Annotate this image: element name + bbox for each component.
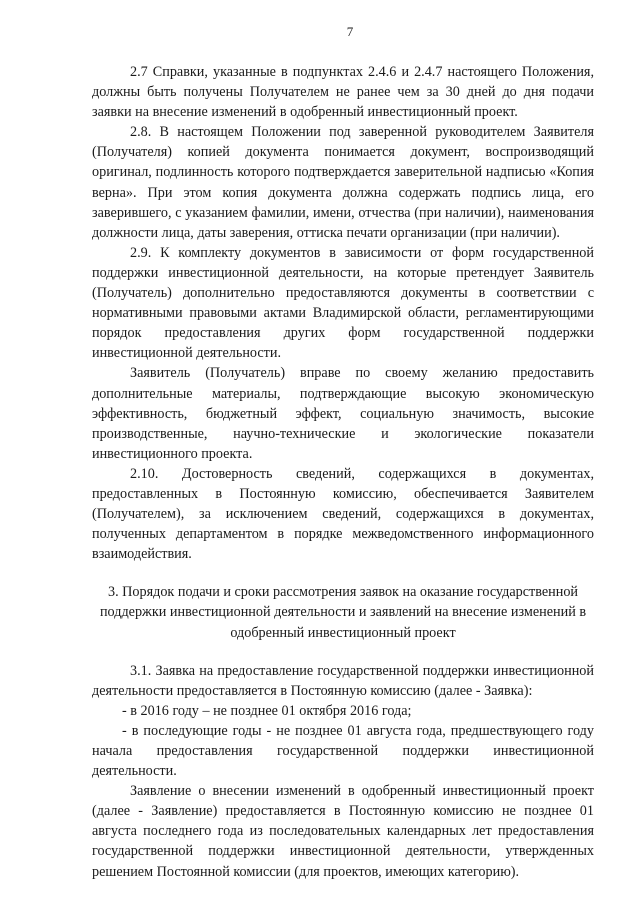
paragraph-applicant-materials: Заявитель (Получатель) вправе по своему желанию предоставить дополнительные материалы, подтверждающие высокую экономическую эффективность, бюджетный эффект, социальную значимость, высокие производственные, научно-технические и экологические показатели инвестиционного проекта. xyxy=(92,365,594,462)
paragraph-2-10: 2.10. Достоверность сведений, содержащихся в документах, предоставленных в Постоянную комиссию, обеспечивается Заявителем (Получателем), за исключением сведений, содержащихся в документах, полученных департаментом в порядке межведомственного информационного взаимодействия. xyxy=(92,465,594,563)
list-item-2016: - в 2016 году – не позднее 01 октября 2016 года; xyxy=(122,702,412,719)
paragraph-2-7: 2.7 Справки, указанные в подпунктах 2.4.6 и 2.4.7 настоящего Положения, должны быть получены Получателем не ранее чем за 30 дней до дня подачи заявки на внесение изменений в одобренный инвестиционный проект. xyxy=(92,64,594,121)
paragraph-2-8: 2.8. В настоящем Положении под заверенной руководителем Заявителя (Получателя) копией документа понимается документ, воспроизводящий оригинал, подлинность которого подтверждается заверительной надписью «Копия верна». При этом копия документа должна содержать подпись лица, его заверившего, с указанием фамилии, имени, отчества (при наличии), наименования должности лица, даты заверения, оттиска печати организации (при наличии). xyxy=(92,124,594,241)
paragraph-3-1: 3.1. Заявка на предоставление государственной поддержки инвестиционной деятельности предоставляется в Постоянную комиссию (далее - Заявка): xyxy=(92,662,594,699)
section-3-title: 3. Порядок подачи и сроки рассмотрения заявок на оказание государственной поддержки инвестиционной деятельности и заявлений на внесение изменений в одобренный инвестиционный проект xyxy=(99,584,587,641)
paragraph-2-9: 2.9. К комплекту документов в зависимости от форм государственной поддержки инвестиционной деятельности, на которые претендует Заявитель (Получатель) дополнительно предоставляются документы в соответствии с нормативными правовыми актами Владимирской области, регламентирующими порядок предоставления других форм государственной поддержки инвестиционной деятельности. xyxy=(92,244,594,362)
page-number: 7 xyxy=(346,24,354,39)
paragraph-statement: Заявление о внесении изменений в одобренный инвестиционный проект (далее - Заявление) предоставляется в Постоянную комиссию не позднее 01 августа последнего года из последовательных календарных лет предоставления государственной поддержки инвестиционной деятельности, утвержденных решением Постоянной комиссии (для проектов, имеющих категорию). xyxy=(92,783,594,880)
section-gap xyxy=(92,564,594,582)
list-item-next-years: - в последующие годы - не позднее 01 августа года, предшествующего году начала предоставления государственной поддержки инвестиционной деятельности. xyxy=(92,722,594,780)
